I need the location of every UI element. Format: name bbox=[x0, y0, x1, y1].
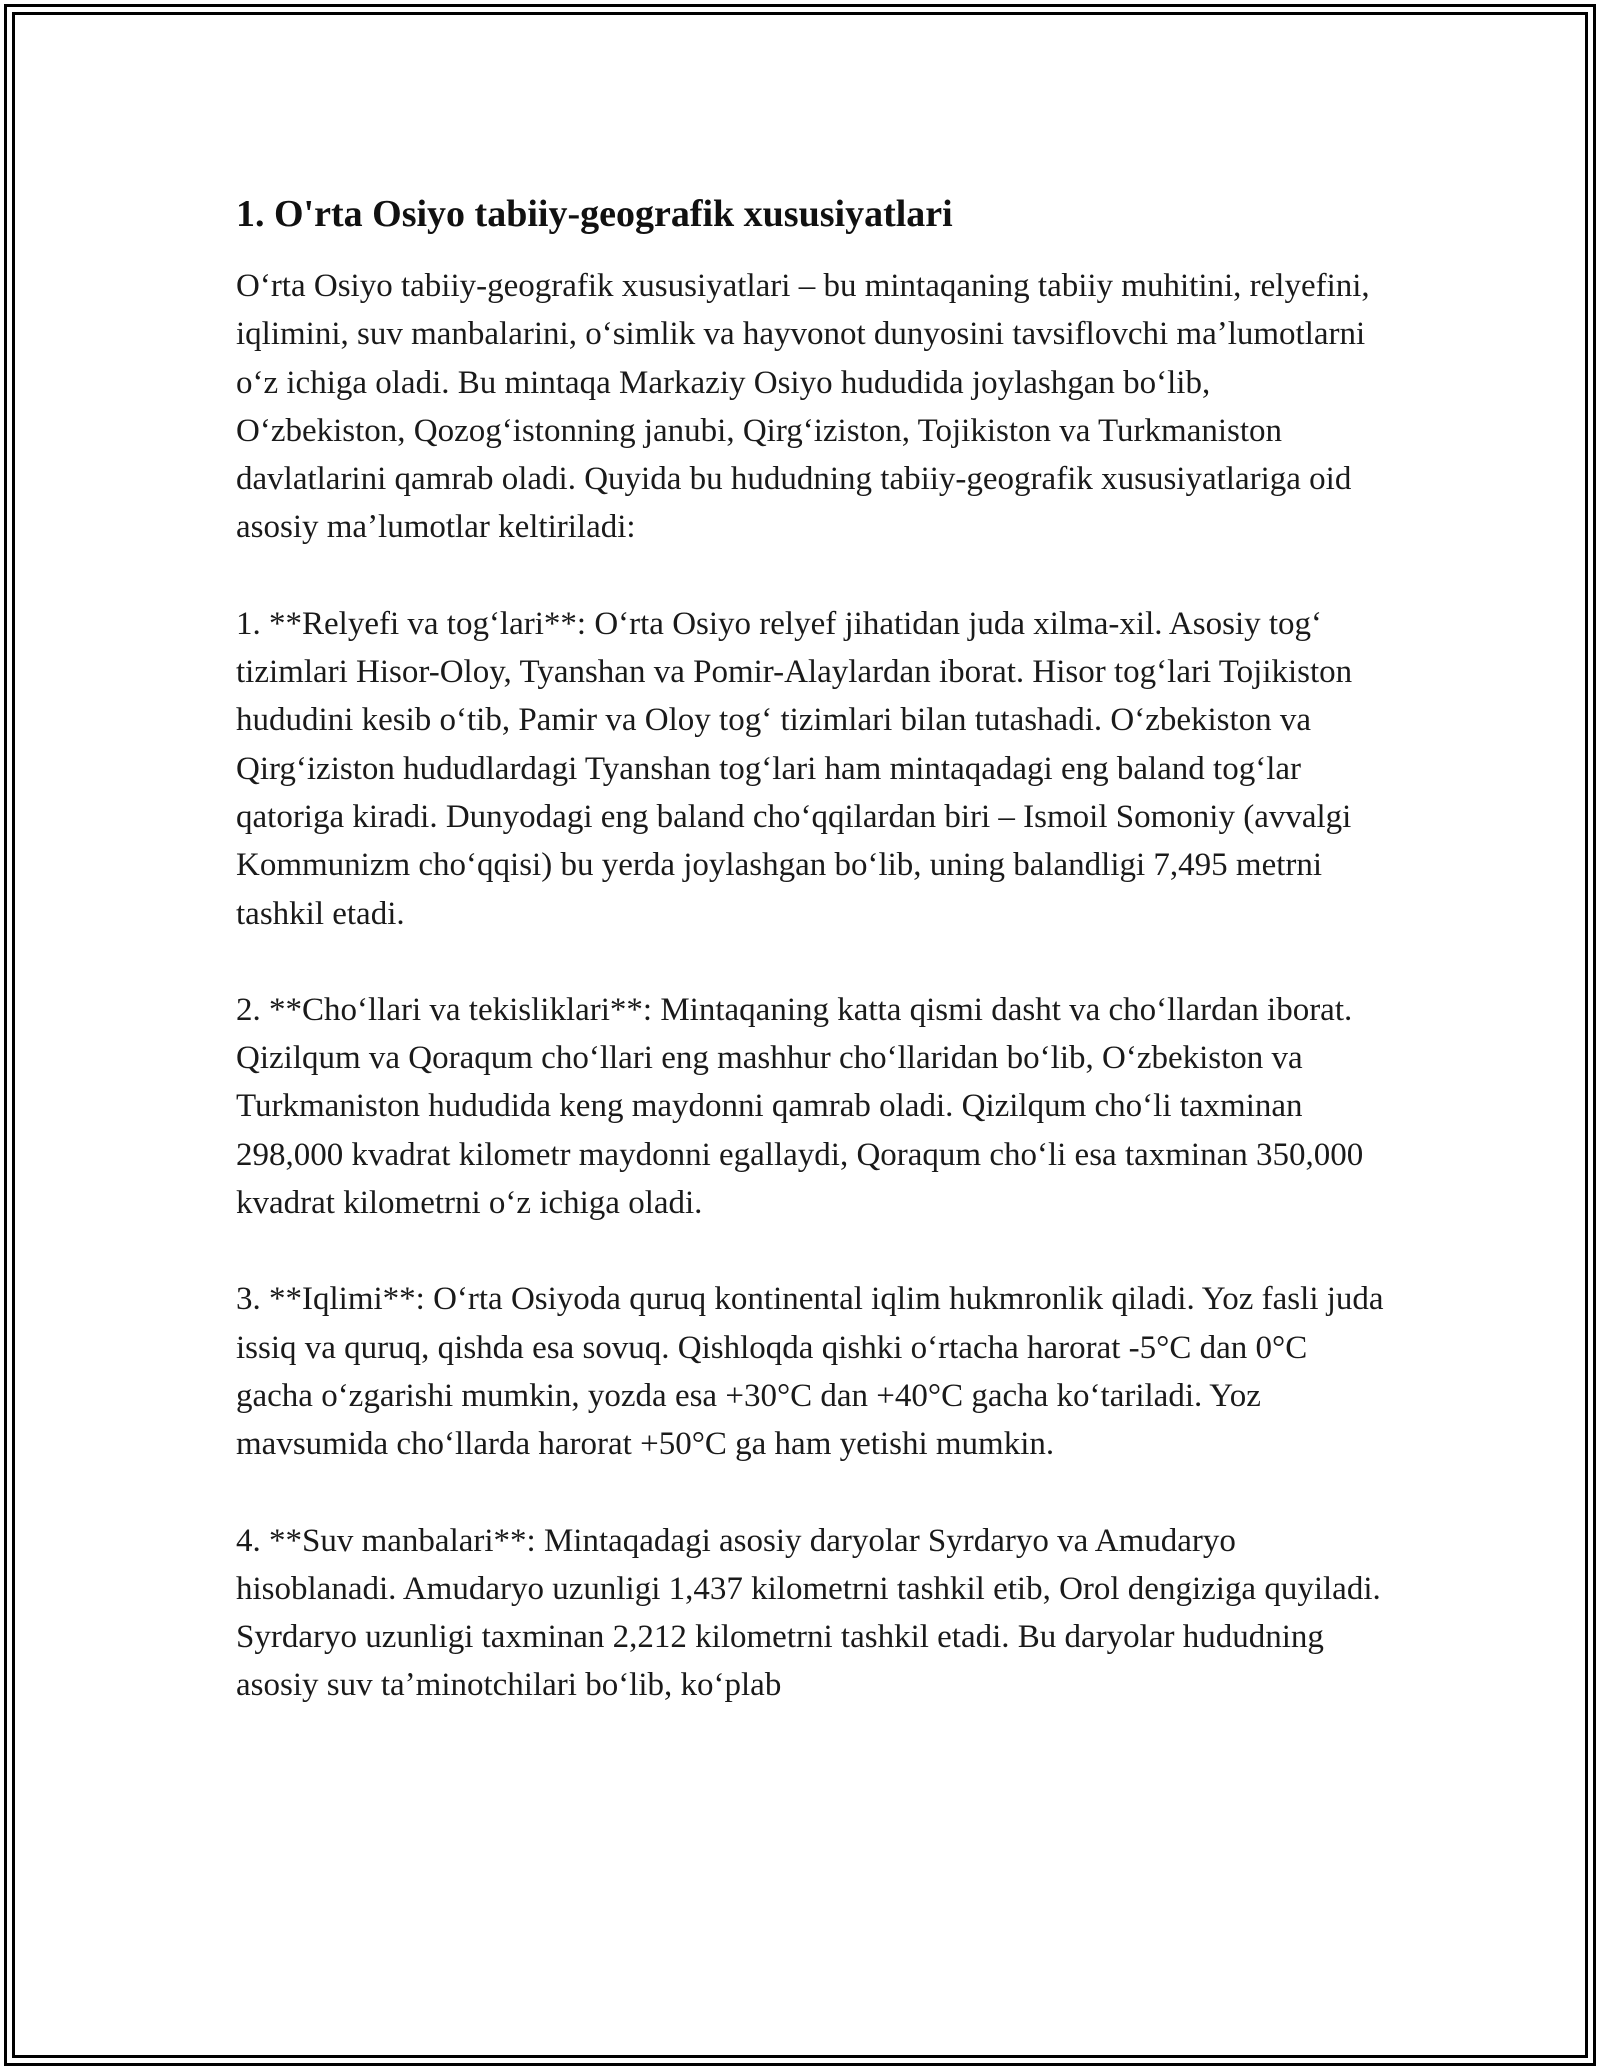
intro-paragraph: Oʻrta Osiyo tabiiy-geografik xususiyatlari – bu mintaqaning tabiiy muhitini, relyefini, iqlimini, suv manbalarini, oʻsimlik va hayvonot dunyosini tavsiflovchi maʼlumotlarni oʻz ichiga oladi. Bu mintaqa Markaziy Osiyo hududida joylashgan boʻlib, Oʻzbekiston, Qozogʻistonning janubi, Qirgʻiziston, Tojikiston va Turkmaniston davlatlarini qamrab oladi. Quyida bu hududning tabiiy-geografik xususiyatlariga oid asosiy maʼlumotlar keltiriladi: bbox=[236, 268, 1370, 546]
paragraph-deserts-plains: 2. **Choʻllari va tekisliklari**: Mintaqaning katta qismi dasht va choʻllardan iborat. Qizilqum va Qoraqum choʻllari eng mashhur choʻllaridan boʻlib, Oʻzbekiston va Turkmaniston hududida keng maydonni qamrab oladi. Qizilqum choʻli taxminan 298,000 kvadrat kilometr maydonni egallaydi, Qoraqum choʻli esa taxminan 350,000 kvadrat kilometrni oʻz ichiga oladi. bbox=[236, 991, 1364, 1222]
paragraph-climate: 3. **Iqlimi**: Oʻrta Osiyoda quruq kontinental iqlim hukmronlik qiladi. Yoz fasli juda issiq va quruq, qishda esa sovuq. Qishloqda qishki oʻrtacha harorat -5°C dan 0°C gacha oʻzgarishi mumkin, yozda esa +30°C dan +40°C gacha koʻtariladi. Yoz mavsumida choʻllarda harorat +50°C ga ham yetishi mumkin. bbox=[236, 1281, 1384, 1463]
paragraph-water-sources: 4. **Suv manbalari**: Mintaqadagi asosiy daryolar Syrdaryo va Amudaryo hisoblanadi. Amudaryo uzunligi 1,437 kilometrni tashkil etib, Orol dengiziga quyiladi. Syrdaryo uzunligi taxminan 2,212 kilometrni tashkil etadi. Bu daryolar hududning asosiy suv taʼminotchilari boʻlib, koʻplab bbox=[236, 1522, 1381, 1704]
paragraph-relief-mountains: 1. **Relyefi va togʻlari**: Oʻrta Osiyo relyef jihatidan juda xilma-xil. Asosiy togʻ tizimlari Hisor-Oloy, Tyanshan va Pomir-Alaylardan iborat. Hisor togʻlari Tojikiston hududini kesib oʻtib, Pamir va Oloy togʻ tizimlari bilan tutashadi. Oʻzbekiston va Qirgʻiziston hududlardagi Tyanshan togʻlari ham mintaqadagi eng baland togʻlar qatoriga kiradi. Dunyodagi eng baland choʻqqilardan biri – Ismoil Somoniy (avvalgi Kommunizm choʻqqisi) bu yerda joylashgan boʻlib, uning balandligi 7,495 metrni tashkil etadi. bbox=[236, 605, 1353, 932]
document-body bbox=[236, 188, 1386, 1758]
section-heading: 1. O'rta Osiyo tabiiy-geografik xususiyatlari bbox=[236, 193, 953, 235]
